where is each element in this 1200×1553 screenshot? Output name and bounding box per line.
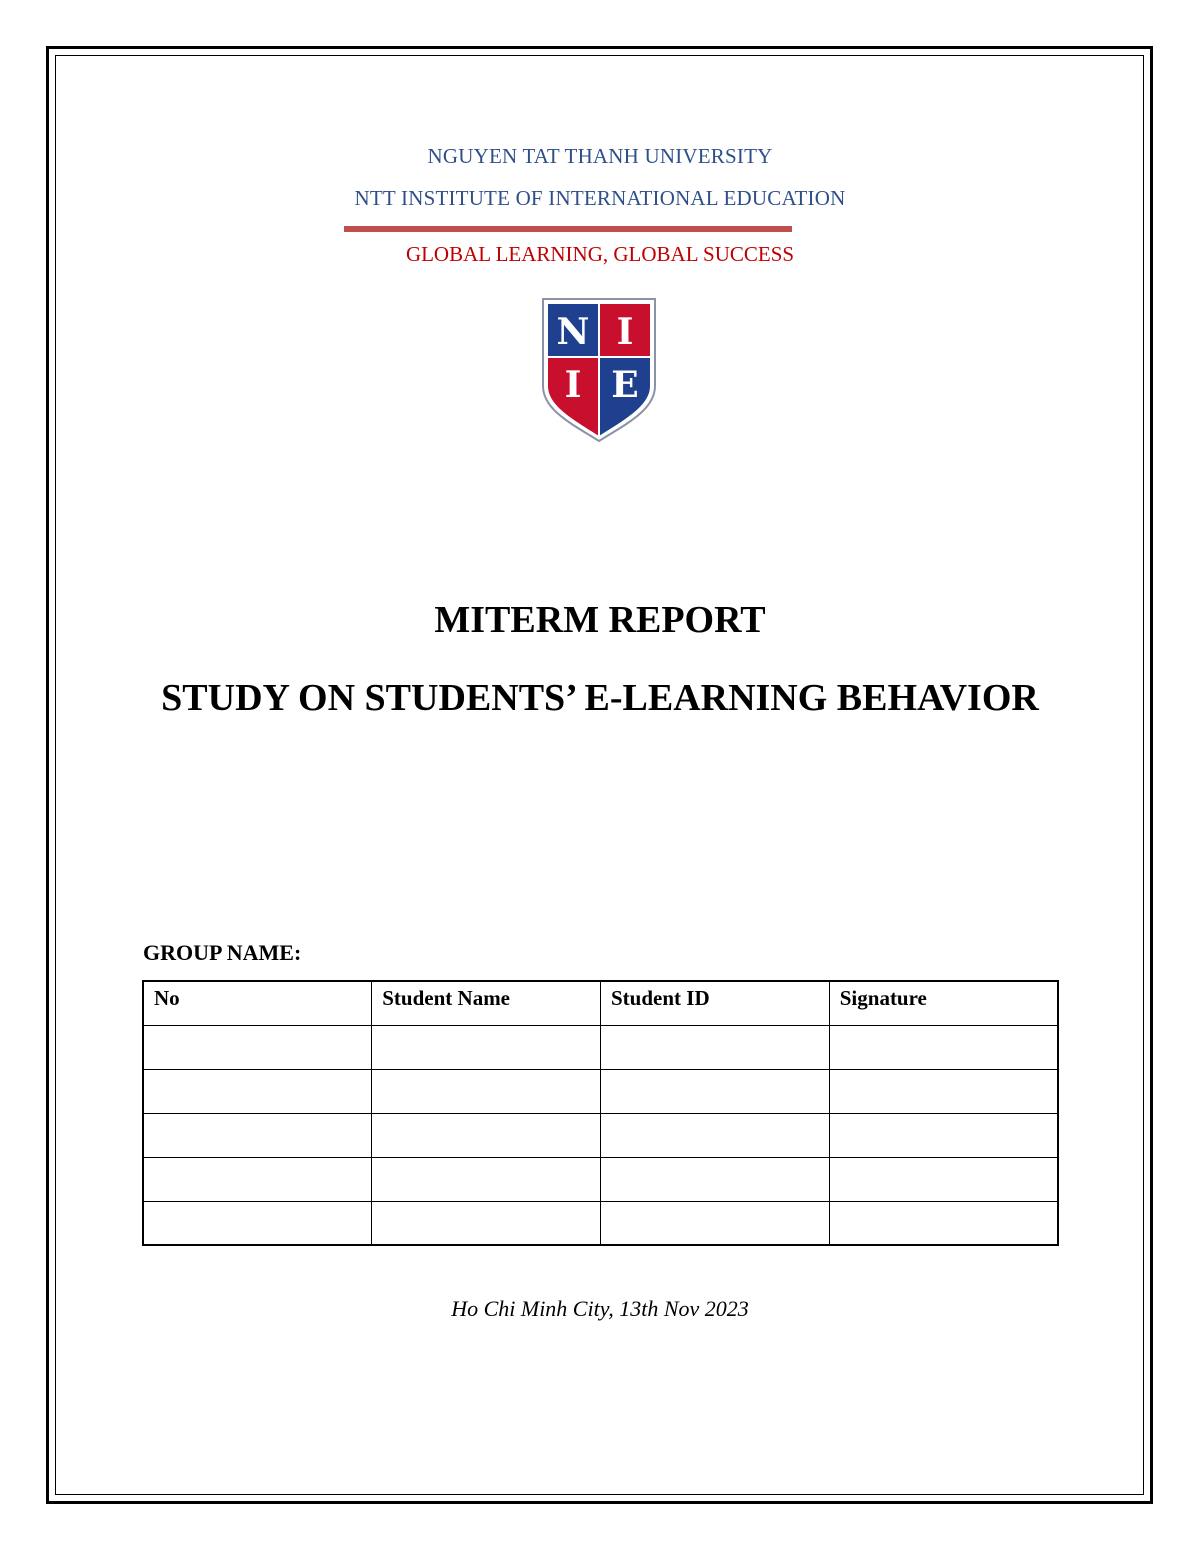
- institute-name: NTT INSTITUTE OF INTERNATIONAL EDUCATION: [354, 186, 846, 210]
- header-signature: Signature: [829, 981, 1058, 1025]
- cell-no: [143, 1069, 372, 1113]
- cell-student-name: [372, 1069, 601, 1113]
- table-row: [143, 1113, 1058, 1157]
- logo-letter-n: N: [556, 311, 590, 353]
- header-student-id: Student ID: [601, 981, 830, 1025]
- table-row: [143, 1201, 1058, 1245]
- cell-student-id: [601, 1201, 830, 1245]
- cell-signature: [829, 1069, 1058, 1113]
- cell-no: [143, 1201, 372, 1245]
- report-title: MITERM REPORT: [434, 599, 766, 641]
- table-row: [143, 1157, 1058, 1201]
- cell-student-id: [601, 1069, 830, 1113]
- members-table: [142, 980, 1059, 1246]
- cell-signature: [829, 1113, 1058, 1157]
- cell-student-id: [601, 1157, 830, 1201]
- table-row: [143, 1025, 1058, 1069]
- cell-student-name: [372, 1201, 601, 1245]
- cell-no: [143, 1025, 372, 1069]
- page-border-inner: [55, 55, 1144, 1495]
- cell-student-name: [372, 1113, 601, 1157]
- header-no: No: [143, 981, 372, 1025]
- logo-letter-i2: I: [564, 364, 582, 406]
- group-name-label: GROUP NAME:: [143, 940, 302, 965]
- cell-signature: [829, 1157, 1058, 1201]
- cell-no: [143, 1157, 372, 1201]
- table-header-row: [143, 981, 1058, 1025]
- table-row: [143, 1069, 1058, 1113]
- cell-signature: [829, 1201, 1058, 1245]
- logo-letter-e: E: [611, 364, 639, 406]
- place-and-date: Ho Chi Minh City, 13th Nov 2023: [451, 1296, 749, 1321]
- cell-signature: [829, 1025, 1058, 1069]
- cell-student-id: [601, 1113, 830, 1157]
- university-name: NGUYEN TAT THANH UNIVERSITY: [427, 144, 773, 168]
- cell-student-id: [601, 1025, 830, 1069]
- header-student-name: Student Name: [372, 981, 601, 1025]
- cell-student-name: [372, 1157, 601, 1201]
- header-divider: [344, 226, 792, 232]
- logo-letter-i1: I: [616, 311, 634, 353]
- niie-logo: [540, 298, 658, 442]
- cell-no: [143, 1113, 372, 1157]
- cell-student-name: [372, 1025, 601, 1069]
- shield-logo-icon: [540, 298, 658, 442]
- report-subtitle: STUDY ON STUDENTS’ E-LEARNING BEHAVIOR: [161, 677, 1039, 719]
- slogan: GLOBAL LEARNING, GLOBAL SUCCESS: [405, 242, 795, 266]
